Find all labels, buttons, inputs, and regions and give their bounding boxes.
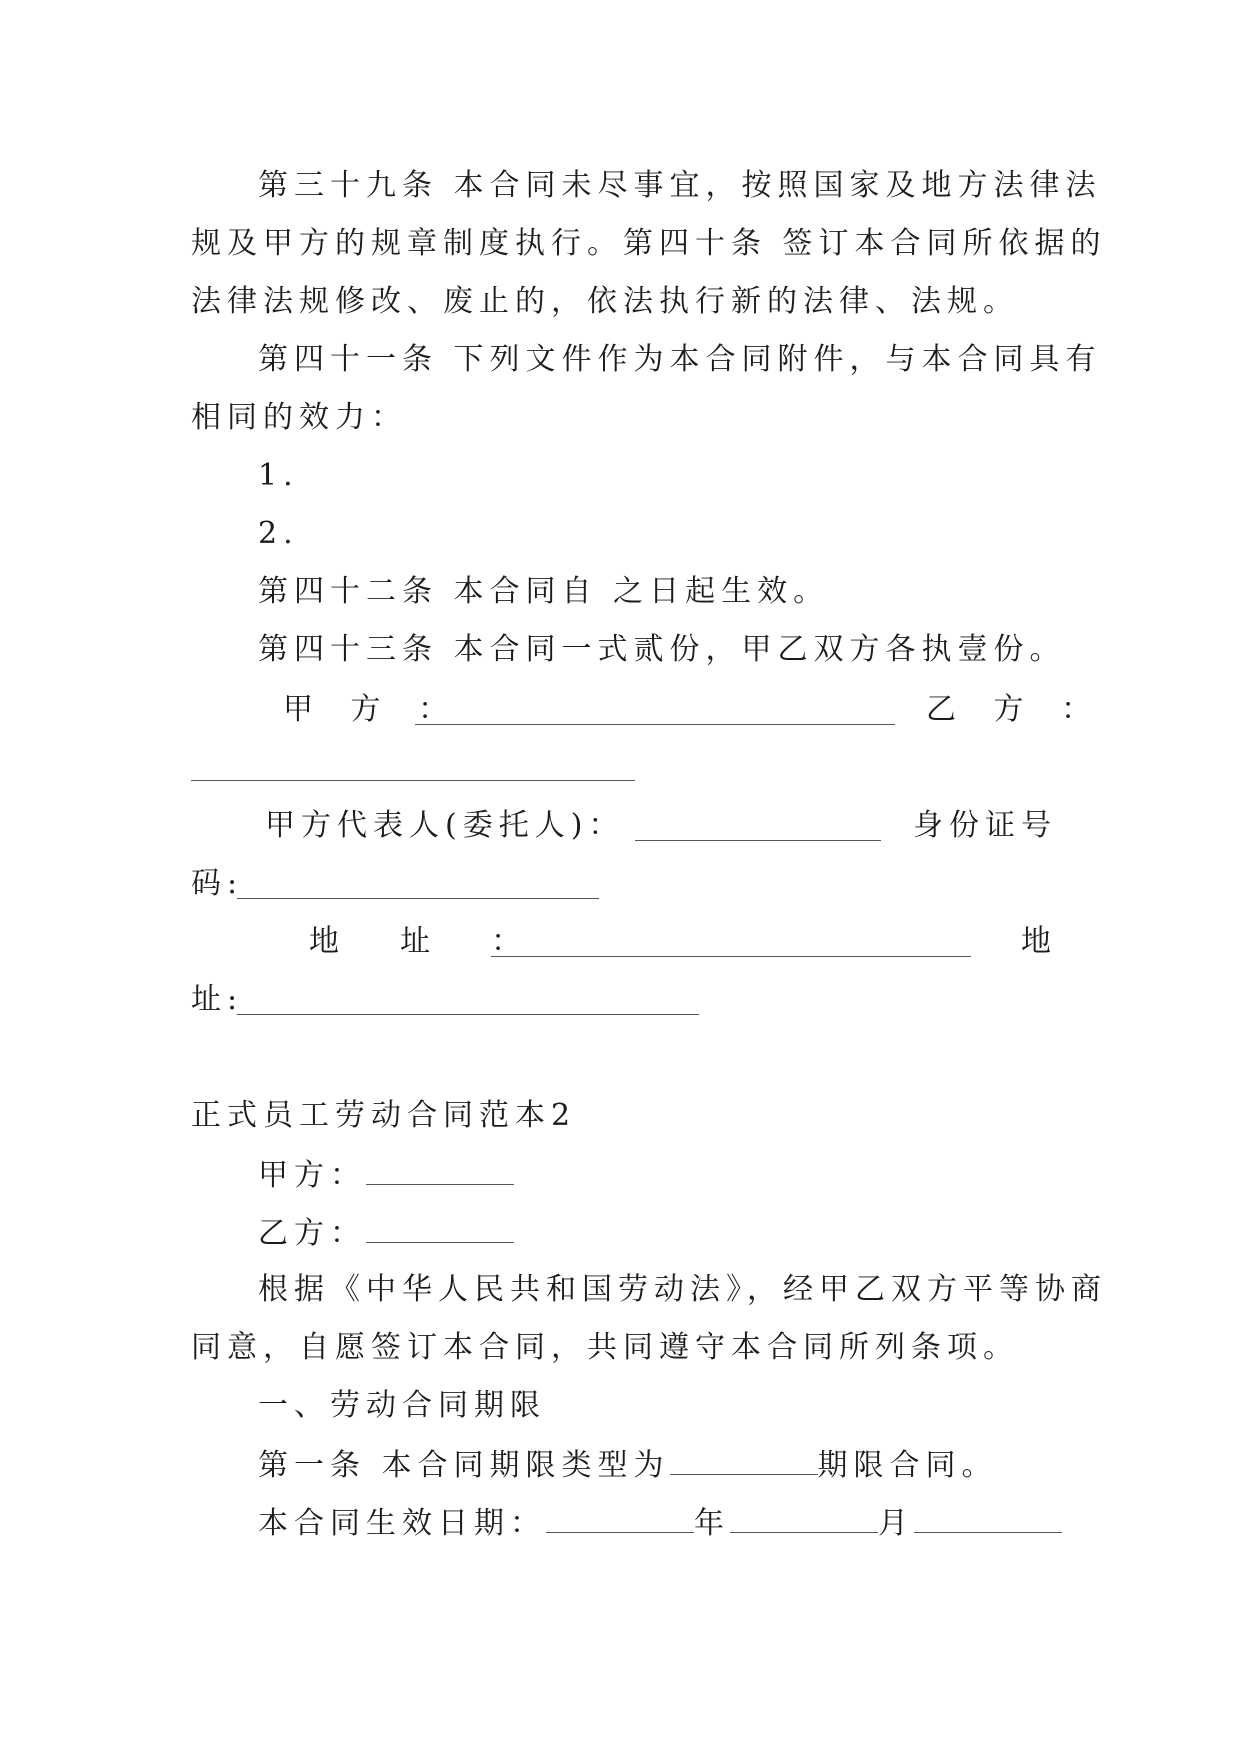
representative-row [191,806,1057,846]
party-signature-row [191,690,1106,730]
address-b-label-cont: 址: [191,982,244,1017]
address-b-row [191,980,1051,1020]
party-a-blank [415,694,895,725]
article-1-suffix: 期限合同。 [817,1448,998,1483]
party-b-line [258,1212,1051,1252]
party-b-label: 乙 方 ： [926,692,1106,727]
id-number-label-cont: 码: [191,866,244,901]
article-40-continued: 法律法规修改、废止的，依法执行新的法律、法规。 [191,284,1019,319]
address-b-label: 地 [1021,924,1057,959]
article-41-continued: 相同的效力： [191,400,407,435]
attachment-item-1: 1. [258,458,299,493]
id-number-blank [237,868,599,899]
party-a-label-2: 甲方： [258,1158,366,1193]
intro-line-2: 同意，自愿签订本合同，共同遵守本合同所列条项。 [191,1330,1019,1365]
effective-date-line [258,1502,1051,1542]
article-39-line: 第三十九条 本合同未尽事宜，按照国家及地方法律法 [258,168,1102,203]
article-43-line: 第四十三条 本合同一式贰份，甲乙双方各执壹份。 [258,632,1066,667]
address-a-blank [491,926,971,957]
section-heading-term: 一、劳动合同期限 [258,1388,546,1423]
article-1-line [258,1444,1051,1484]
term-type-blank [670,1444,818,1475]
party-a-line [258,1154,1051,1194]
month-label: 月 [878,1506,914,1541]
article-40-line: 规及甲方的规章制度执行。第四十条 签订本合同所依据的 [191,226,1107,261]
effective-date-label: 本合同生效日期： [258,1506,546,1541]
address-row [191,922,1057,962]
party-b-blank-row [191,748,1051,788]
month-blank [730,1502,878,1533]
attachment-item-2: 2. [258,516,299,551]
party-a-blank-2 [366,1154,514,1185]
year-label: 年 [694,1506,730,1541]
day-blank [914,1502,1062,1533]
id-number-row [191,864,1051,904]
article-41-line: 第四十一条 下列文件作为本合同附件，与本合同具有 [258,342,1102,377]
article-1-prefix: 第一条 本合同期限类型为 [258,1448,670,1483]
party-b-blank [191,750,635,781]
year-blank [546,1502,694,1533]
party-b-blank-2 [366,1212,514,1243]
party-a-label: 甲 方 ： [283,692,463,727]
address-a-label: 地 址 ： [309,924,536,959]
article-42-line: 第四十二条 本合同自 之日起生效。 [258,574,830,609]
id-number-label: 身份证号 [913,808,1057,843]
address-b-blank [237,984,699,1015]
intro-line-1: 根据《中华人民共和国劳动法》，经甲乙双方平等协商 [258,1272,1107,1307]
section-title: 正式员工劳动合同范本2 [191,1098,577,1133]
party-b-label-2: 乙方： [258,1216,366,1251]
representative-label: 甲方代表人(委托人)： [265,808,625,843]
representative-blank [635,810,881,841]
